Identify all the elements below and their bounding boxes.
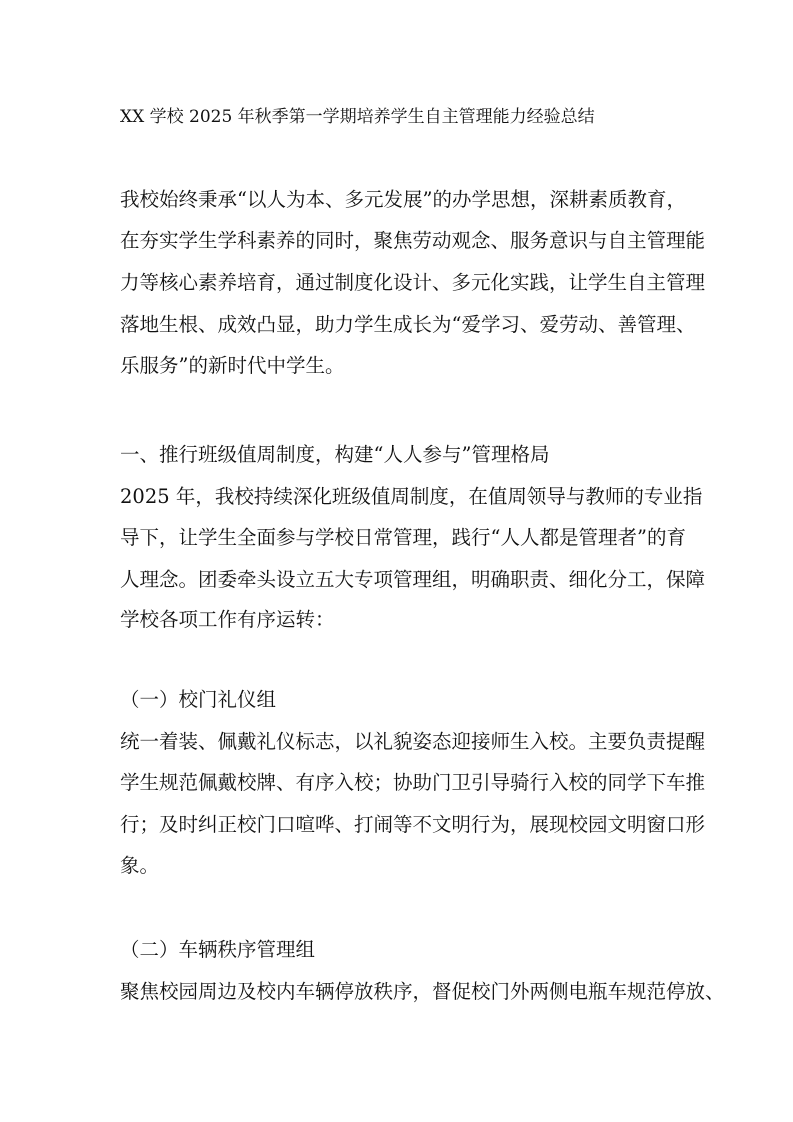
subsection-line: 聚焦校园周边及校内车辆停放秩序，督促校门外两侧电瓶车规范停放、 — [120, 980, 725, 1003]
subsection-heading: （二）车辆秩序管理组 — [120, 938, 316, 961]
section-heading: 一、推行班级值周制度，构建“人人参与”管理格局 — [120, 443, 550, 466]
subsection-line: 统一着装、佩戴礼仪标志，以礼貌姿态迎接师生入校。主要负责提醒 — [120, 730, 706, 753]
section-line: 人理念。团委牵头设立五大专项管理组，明确职责、细化分工，保障 — [120, 568, 706, 591]
subsection-heading: （一）校门礼仪组 — [120, 688, 277, 711]
intro-line: 我校始终秉承“以人为本、多元发展”的办学思想，深耕素质教育， — [120, 188, 686, 211]
section-line: 2025 年，我校持续深化班级值周制度，在值周领导与教师的专业指 — [120, 485, 703, 508]
intro-line: 力等核心素养培育，通过制度化设计、多元化实践，让学生自主管理 — [120, 271, 706, 294]
document-title: XX 学校 2025 年秋季第一学期培养学生自主管理能力经验总结 — [120, 107, 595, 127]
subsection-line: 行；及时纠正校门口喧哗、打闹等不文明行为，展现校园文明窗口形 — [120, 813, 706, 836]
section-line: 学校各项工作有序运转： — [120, 608, 335, 631]
intro-line: 在夯实学生学科素养的同时，聚焦劳动观念、服务意识与自主管理能 — [120, 229, 706, 252]
section-line: 导下，让学生全面参与学校日常管理，践行“人人都是管理者”的育 — [120, 526, 686, 549]
intro-line: 落地生根、成效凸显，助力学生成长为“爱学习、爱劳动、善管理、 — [120, 313, 696, 336]
subsection-line: 学生规范佩戴校牌、有序入校；协助门卫引导骑行入校的同学下车推 — [120, 771, 706, 794]
intro-line: 乐服务”的新时代中学生。 — [120, 354, 345, 377]
subsection-line: 象。 — [120, 854, 160, 877]
